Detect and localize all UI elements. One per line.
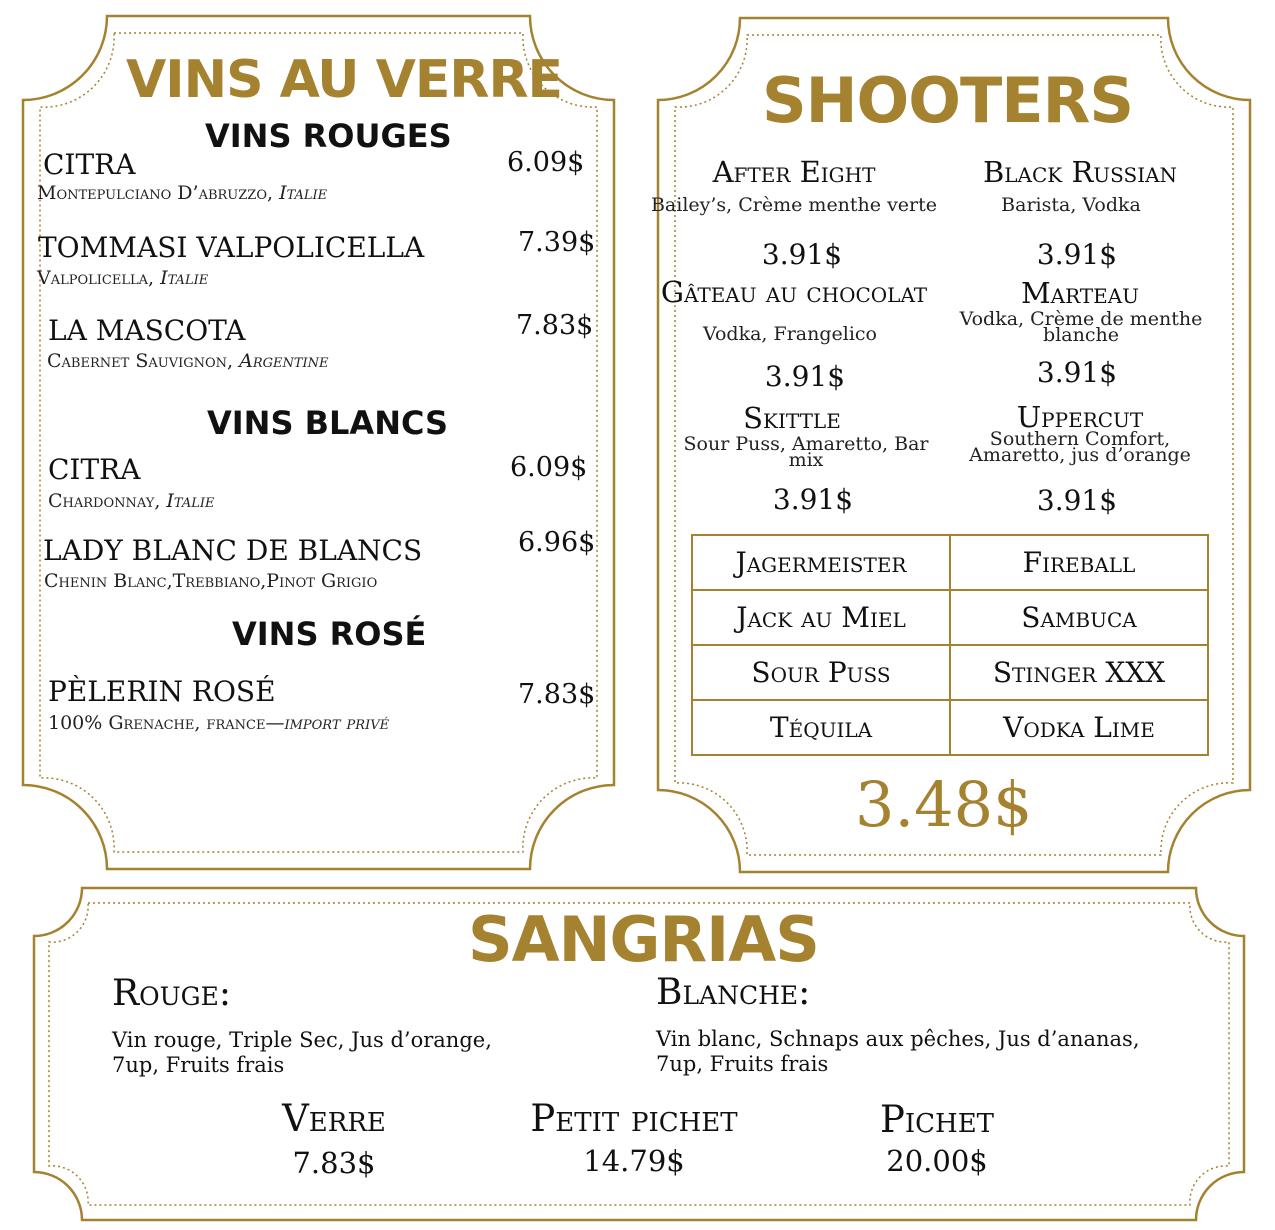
wine-detail: 100% Grenache, france—import privé bbox=[48, 712, 390, 734]
sangria-blanche-desc: 7up, Fruits frais bbox=[656, 1052, 829, 1076]
shooter-price: 3.91$ bbox=[1036, 484, 1118, 517]
sangria-size-label: Pichet bbox=[879, 1098, 995, 1141]
sangria-size-label: Verre bbox=[282, 1097, 386, 1140]
sangria-rouge-desc: Vin rouge, Triple Sec, Jus d’orange, bbox=[112, 1028, 492, 1052]
table-row bbox=[692, 590, 1208, 645]
shooter-name: Black Russian bbox=[982, 155, 1178, 189]
shooter-price: 3.91$ bbox=[1036, 356, 1118, 389]
wine-detail: Cabernet Sauvignon, Argentine bbox=[47, 350, 329, 372]
shooter-name: Skittle bbox=[743, 401, 841, 435]
shooter-price: 3.91$ bbox=[761, 238, 843, 271]
blancs-heading: VINS BLANCS bbox=[207, 404, 449, 442]
wine-name: CITRA bbox=[48, 453, 141, 486]
sangria-rouge-desc: 7up, Fruits frais bbox=[112, 1053, 285, 1077]
shooter-price: 3.91$ bbox=[764, 360, 846, 393]
sangria-blanche-label: Blanche: bbox=[656, 972, 811, 1013]
sangria-blanche-desc: Vin blanc, Schnaps aux pêches, Jus d’ananas, bbox=[656, 1027, 1140, 1051]
shooter-name: After Eight bbox=[712, 155, 876, 189]
shooter-name: Marteau bbox=[1020, 276, 1140, 310]
shooter-ingredients: Vodka, Crème de menthe blanche bbox=[959, 308, 1203, 346]
sangria-size-price: 14.79$ bbox=[583, 1144, 685, 1178]
wine-name: TOMMASI VALPOLICELLA bbox=[38, 231, 425, 264]
sangrias-title: SANGRIAS bbox=[468, 903, 819, 976]
table-row bbox=[692, 535, 1208, 590]
rouges-heading: VINS ROUGES bbox=[205, 117, 452, 155]
grid-cell: Jagermeister bbox=[692, 535, 950, 590]
wine-name: LADY BLANC DE BLANCS bbox=[43, 534, 423, 567]
shooter-price: 3.91$ bbox=[772, 483, 854, 516]
wine-name: CITRA bbox=[43, 148, 136, 181]
grid-cell: Téquila bbox=[692, 700, 950, 755]
sangria-size-price: 7.83$ bbox=[292, 1146, 376, 1180]
shooter-ingredients: Sour Puss, Amaretto, Bar mix bbox=[683, 433, 929, 471]
sangria-size-label: Petit pichet bbox=[530, 1097, 738, 1140]
wine-detail: Chardonnay, Italie bbox=[48, 490, 215, 512]
wine-name: PÈLERIN ROSÉ bbox=[48, 675, 276, 708]
wine-price: 7.83$ bbox=[516, 310, 594, 341]
shooter-ingredients: Southern Comfort, Amaretto, jus d’orange bbox=[969, 428, 1191, 466]
rose-heading: VINS ROSÉ bbox=[232, 615, 427, 653]
wine-detail: Chenin Blanc,Trebbiano,Pinot Grigio bbox=[44, 570, 378, 592]
shooter-price: 3.91$ bbox=[1036, 238, 1118, 271]
shooters-grid bbox=[691, 534, 1209, 756]
wine-price: 6.09$ bbox=[507, 147, 585, 178]
shooter-name: Uppercut bbox=[1016, 400, 1144, 434]
wine-price: 7.39$ bbox=[518, 227, 596, 258]
sangria-size-price: 20.00$ bbox=[886, 1144, 988, 1178]
table-row bbox=[692, 700, 1208, 755]
wine-price: 6.09$ bbox=[510, 452, 588, 483]
grid-cell: Stinger XXX bbox=[950, 645, 1208, 700]
wine-price: 7.83$ bbox=[518, 679, 596, 710]
wine-name: LA MASCOTA bbox=[48, 314, 246, 347]
grid-cell: Jack au Miel bbox=[692, 590, 950, 645]
shooter-ingredients: Barista, Vodka bbox=[1001, 194, 1141, 216]
table-row bbox=[692, 645, 1208, 700]
grid-price: 3.48$ bbox=[855, 768, 1033, 841]
grid-cell: Sambuca bbox=[950, 590, 1208, 645]
shooter-name: Gâteau au chocolat bbox=[660, 275, 928, 309]
wine-detail: Montepulciano D’abruzzo, Italie bbox=[37, 182, 328, 204]
grid-cell: Sour Puss bbox=[692, 645, 950, 700]
grid-cell: Vodka Lime bbox=[950, 700, 1208, 755]
grid-cell: Fireball bbox=[950, 535, 1208, 590]
wines-title: VINS AU VERRE bbox=[126, 50, 563, 110]
shooter-ingredients: Vodka, Frangelico bbox=[703, 323, 877, 345]
wine-price: 6.96$ bbox=[518, 527, 596, 558]
shooters-title: SHOOTERS bbox=[762, 64, 1133, 137]
shooter-ingredients: Bailey’s, Crème menthe verte bbox=[650, 194, 938, 216]
sangria-rouge-label: Rouge: bbox=[112, 973, 232, 1014]
wine-detail: Valpolicella, Italie bbox=[37, 267, 209, 289]
